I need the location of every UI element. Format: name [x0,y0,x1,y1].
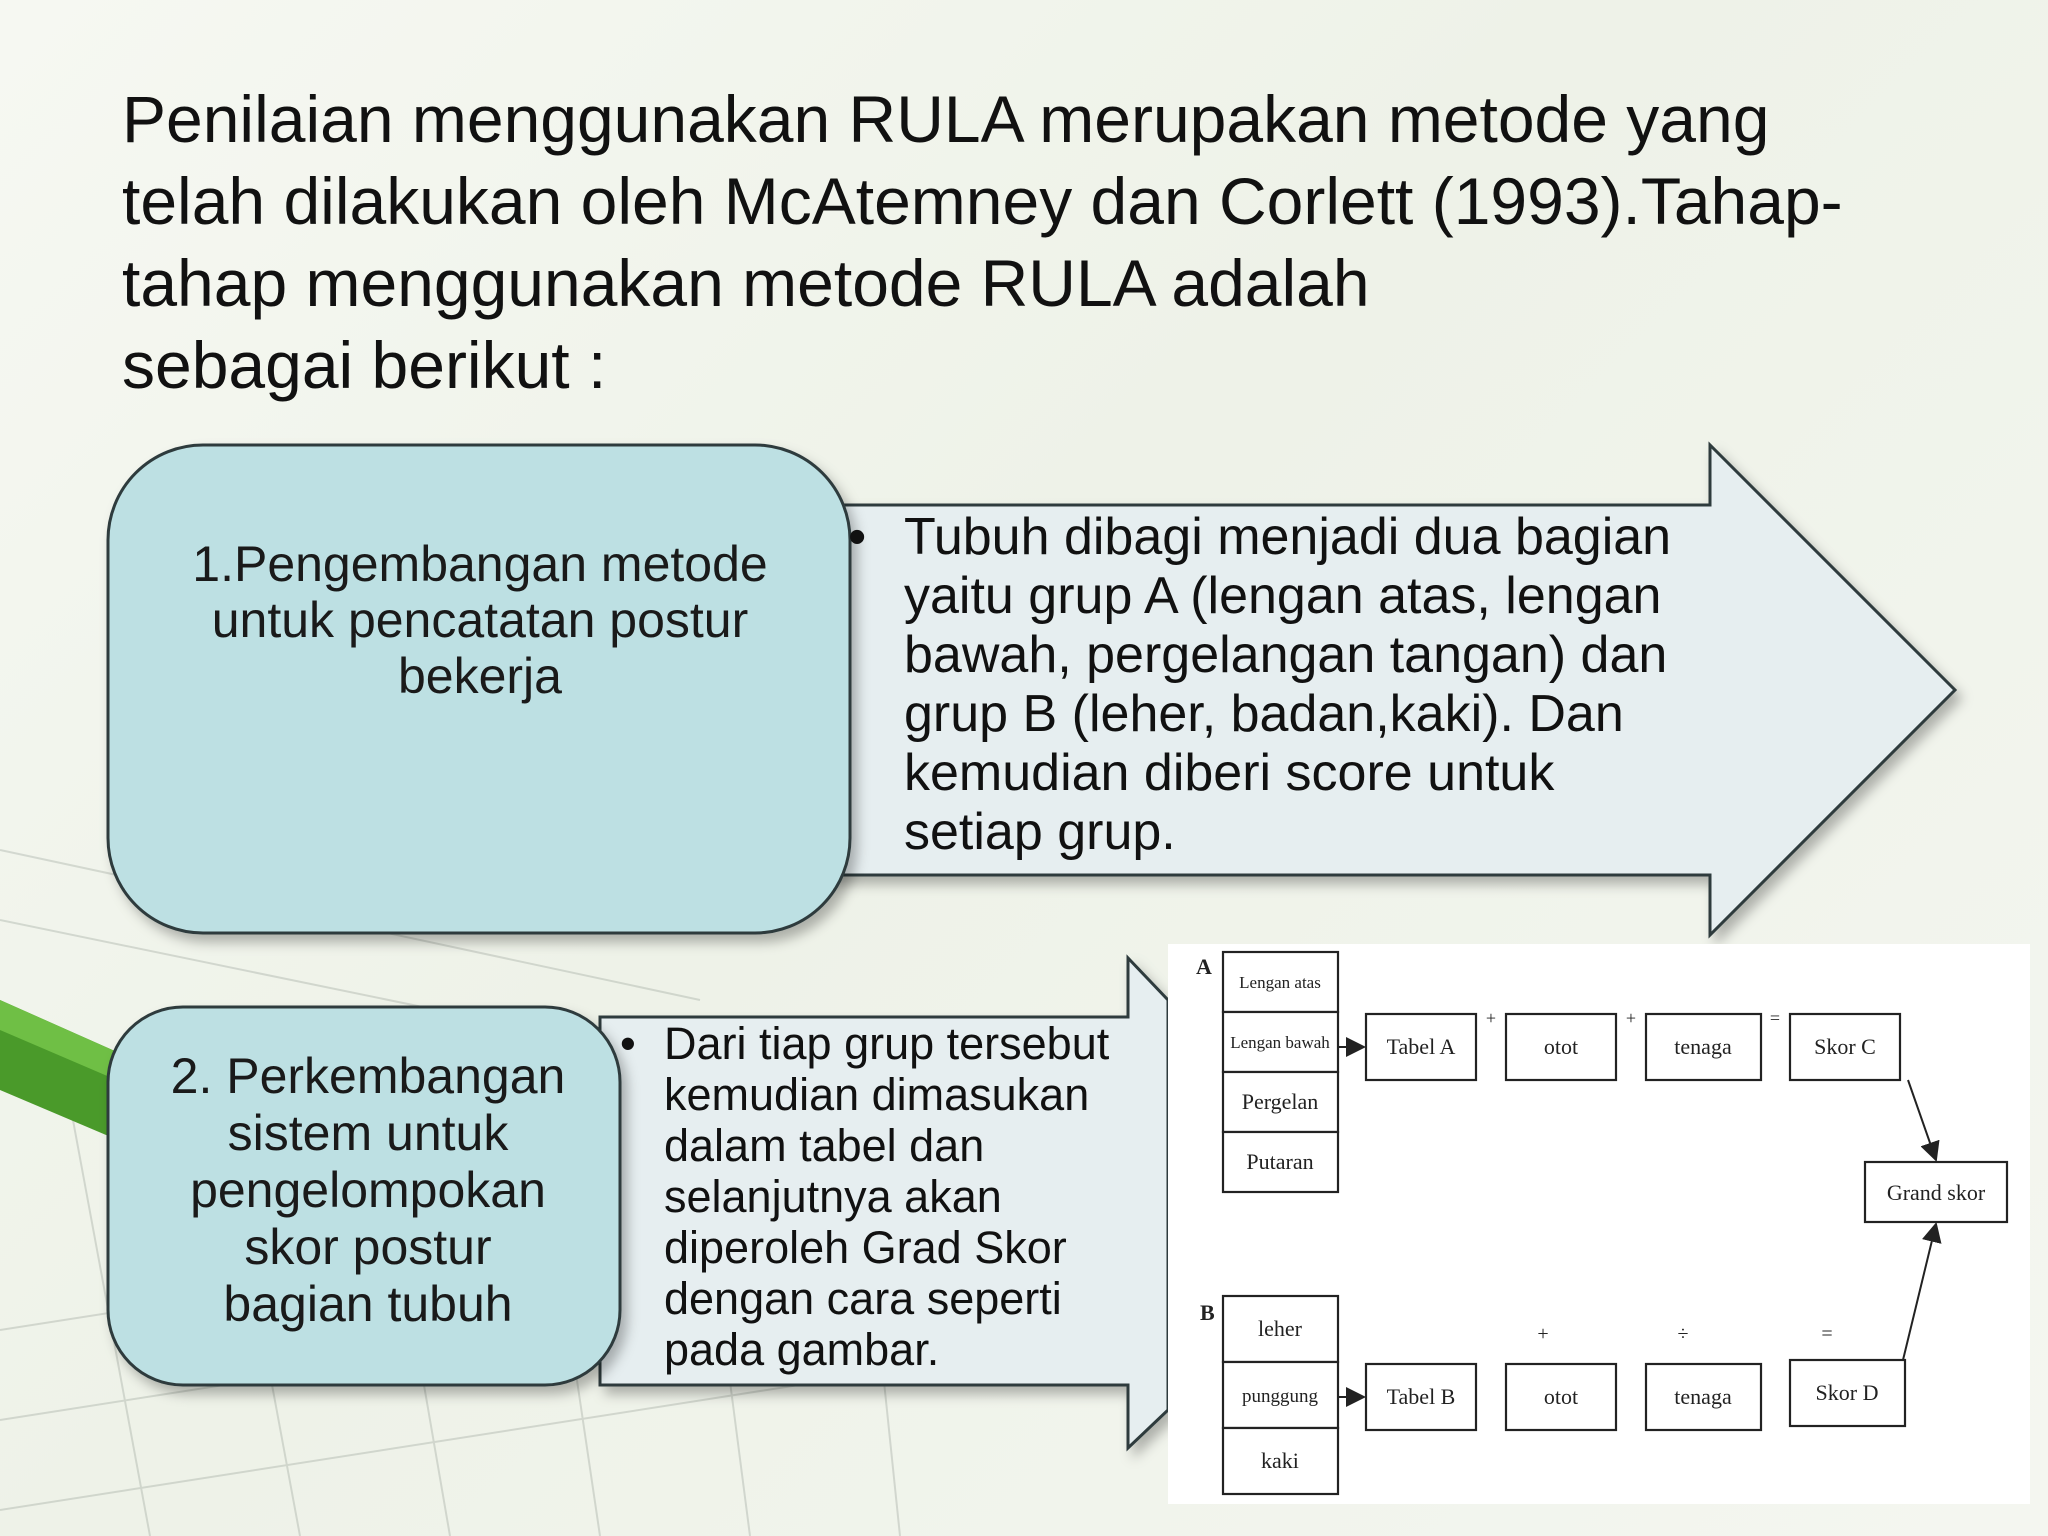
tabel-a-label: Tabel A [1386,1034,1456,1059]
part-label: Lengan atas [1239,973,1321,992]
step1-label-line: bekerja [397,648,562,704]
step2-label [118,1040,618,1340]
grand-skor-label: Grand skor [1886,1180,1986,1205]
plus-operator: + [1485,1008,1497,1028]
skor-c-label: Skor C [1814,1034,1876,1059]
step1-label [130,470,830,770]
step1-desc-line: kemudian diberi score untuk [904,744,1555,802]
step2-label-line: sistem untuk [227,1104,509,1161]
title-line: tahap menggunakan metode RULA adalah [122,246,1370,320]
tabel-b-label: Tabel B [1386,1384,1456,1409]
equals-operator: = [1769,1008,1781,1028]
part-label: leher [1258,1316,1302,1341]
step1-label-line: untuk pencatatan postur [211,592,749,648]
step2-desc-line: selanjutnya akan [664,1171,1002,1222]
part-label: punggung [1242,1386,1318,1407]
tenaga-a-label: tenaga [1674,1034,1732,1059]
step1-label-line: 1.Pengembangan metode [192,536,768,592]
step1-desc-line: Tubuh dibagi menjadi dua bagian [904,508,1672,566]
otot-b-label: otot [1543,1384,1579,1409]
step2-label-line: 2. Perkembangan [170,1047,566,1104]
tenaga-b-label: tenaga [1674,1384,1732,1409]
equals-operator: = [1821,1323,1833,1345]
part-label: Lengan bawah [1230,1033,1330,1052]
step2-label-line: bagian tubuh [223,1275,513,1332]
step2-desc-line: pada gambar. [664,1324,940,1375]
part-label: Pergelan [1241,1089,1319,1114]
plus-operator: ÷ [1677,1323,1689,1345]
step2-desc-line: dengan cara seperti [664,1273,1062,1324]
rula-scheme-diagram [1168,944,2030,1504]
step2-desc-line: dalam tabel dan [664,1120,985,1171]
step2-desc-line: diperoleh Grad Skor [664,1222,1067,1273]
group-b-letter: B [1200,1300,1215,1325]
step2-desc-line: Dari tiap grup tersebut [664,1018,1110,1069]
step1-description [848,508,1798,862]
step1-desc-line: bawah, pergelangan tangan) dan [904,626,1668,684]
plus-operator: + [1625,1008,1637,1028]
plus-operator: + [1537,1323,1549,1345]
title-line: sebagai berikut : [122,328,607,402]
step2-label-line: skor postur [244,1218,492,1275]
title-line: telah dilakukan oleh McAtemney dan Corlett (1993).Tahap- [122,164,1843,238]
part-label: Putaran [1246,1149,1314,1174]
step1-desc-line: setiap grup. [904,803,1176,861]
part-label: kaki [1261,1448,1299,1473]
step1-desc-line: grup B (leher, badan,kaki). Dan [904,685,1624,743]
skor-d-label: Skor D [1815,1380,1879,1405]
otot-a-label: otot [1543,1034,1579,1059]
step1-desc-line: yaitu grup A (lengan atas, lengan [904,567,1662,625]
title-line: Penilaian menggunakan RULA merupakan metode yang [122,82,1770,156]
bullet-icon: • [620,1018,636,1069]
step2-desc-line: kemudian dimasukan [664,1069,1090,1120]
group-a-letter: A [1196,954,1212,979]
step2-label-line: pengelompokan [190,1161,546,1218]
step2-description [620,1018,1160,1375]
bullet-icon: • [848,508,867,566]
